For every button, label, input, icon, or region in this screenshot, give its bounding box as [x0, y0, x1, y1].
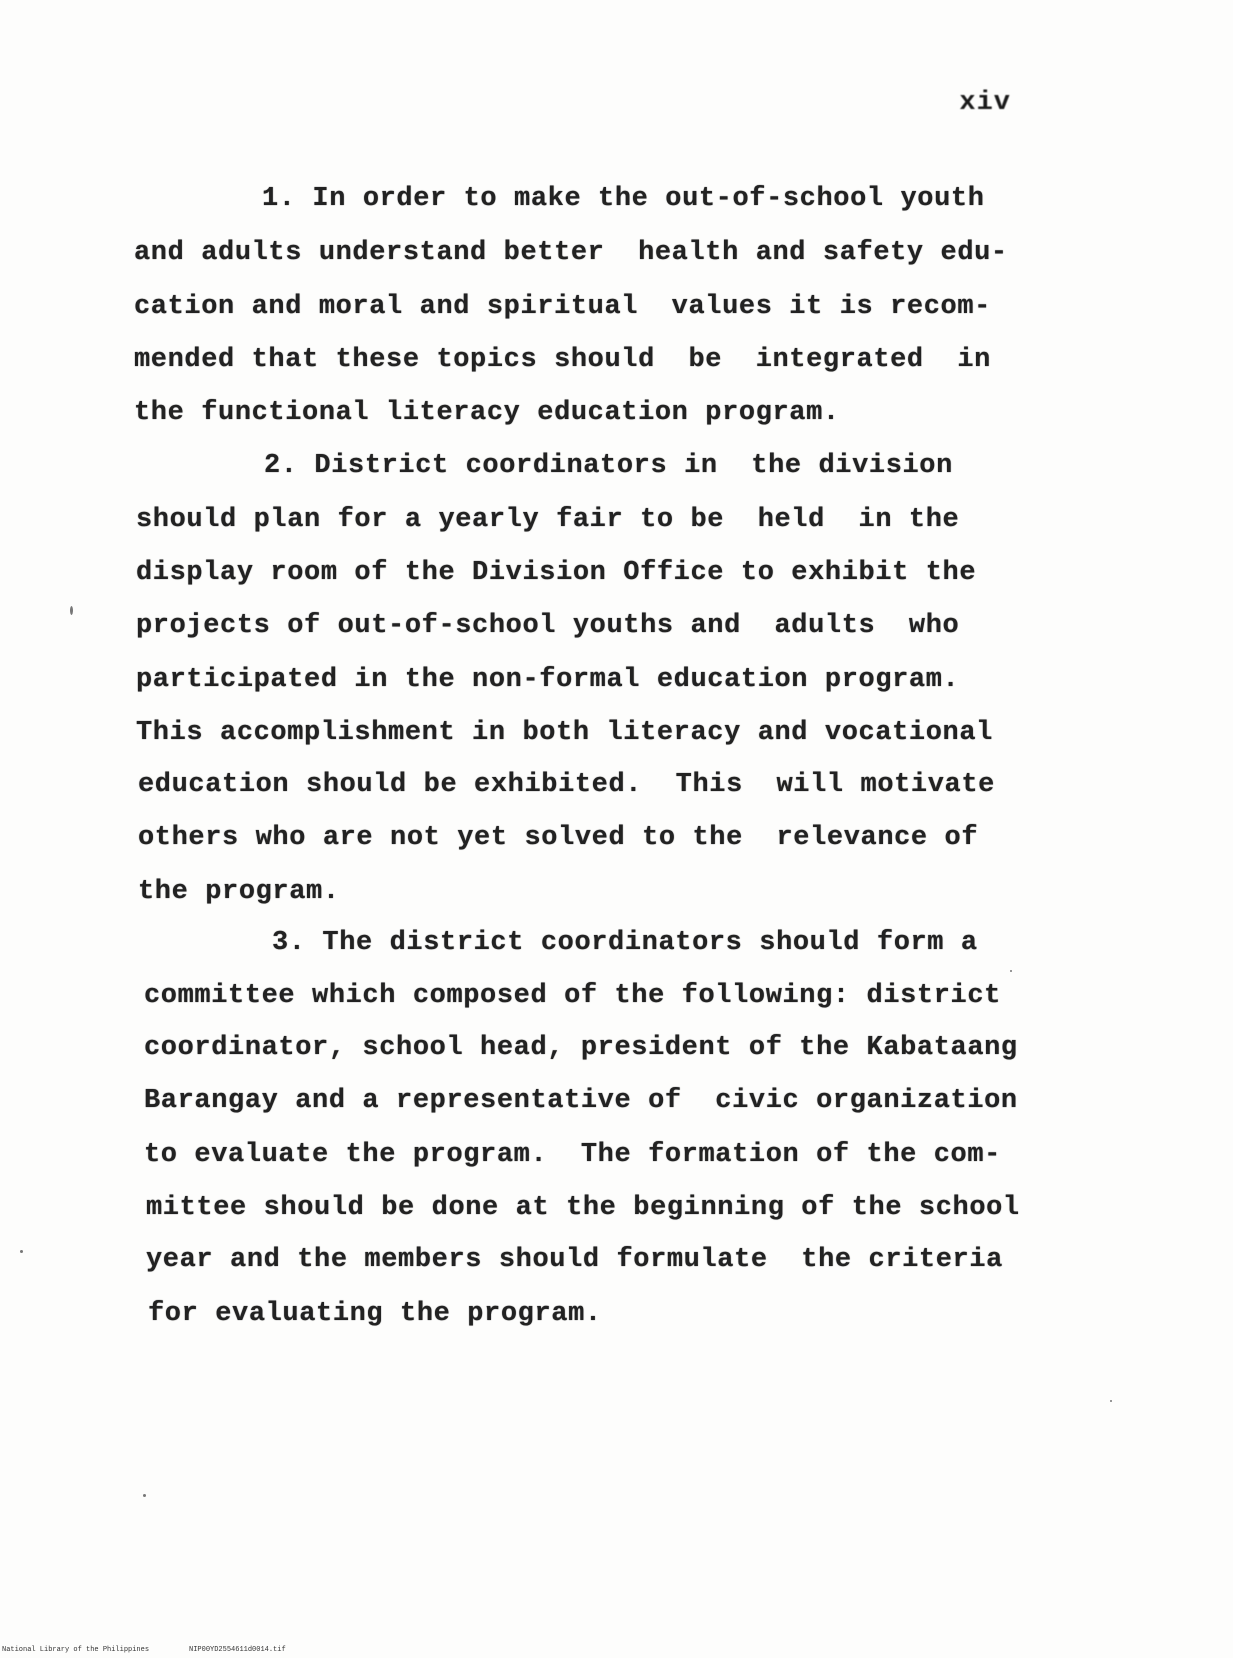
scan-footer [2, 1646, 326, 1654]
paragraph-1-line-5: the functional literacy education program. [134, 398, 840, 428]
paragraph-3-line-2: committee which composed of the following: district [144, 981, 1001, 1011]
paragraph-3-line-4: Barangay and a representative of civic organization [144, 1086, 1018, 1116]
page-number: xiv [959, 88, 1011, 118]
paragraph-2-line-2: should plan for a yearly fair to be held in the [136, 505, 960, 535]
scan-speck [1110, 1400, 1112, 1402]
paragraph-3-line-6: mittee should be done at the beginning of the school [146, 1193, 1020, 1223]
paragraph-1-line-1: 1. In order to make the out-of-school youth [262, 184, 985, 214]
paragraph-2-line-8: others who are not yet solved to the relevance of [138, 823, 979, 853]
paragraph-3-line-3: coordinator, school head, president of the Kabataang [144, 1033, 1018, 1063]
scan-speck [70, 606, 73, 615]
paragraph-3-line-1: 3. The district coordinators should form a [272, 928, 978, 958]
paragraph-3-line-5: to evaluate the program. The formation of the com- [144, 1140, 1001, 1170]
scan-speck [1010, 970, 1012, 972]
footer-library: National Library of the Philippines [2, 1646, 150, 1654]
paragraph-2-line-3: display room of the Division Office to exhibit the [136, 558, 977, 588]
paragraph-2-line-5: participated in the non-formal education program. [136, 665, 960, 695]
scan-speck [20, 1250, 23, 1253]
paragraph-2-line-9: the program. [138, 877, 340, 907]
paragraph-3-line-7: year and the members should formulate the criteria [146, 1245, 1003, 1275]
paragraph-1-line-4: mended that these topics should be integrated in [134, 345, 991, 375]
paragraph-1-line-2: and adults understand better health and safety edu- [134, 238, 1008, 268]
scan-speck [143, 1494, 146, 1497]
paragraph-2-line-7: education should be exhibited. This will motivate [138, 770, 995, 800]
paragraph-3-line-8: for evaluating the program. [148, 1299, 602, 1329]
paragraph-2-line-1: 2. District coordinators in the division [264, 451, 953, 481]
footer-file: NIP00YD2554611d0014.tif [189, 1646, 286, 1654]
paragraph-2-line-6: This accomplishment in both literacy and vocational [136, 718, 993, 748]
paragraph-1-line-3: cation and moral and spiritual values it is recom- [134, 292, 991, 322]
paragraph-2-line-4: projects of out-of-school youths and adults who [136, 611, 960, 641]
